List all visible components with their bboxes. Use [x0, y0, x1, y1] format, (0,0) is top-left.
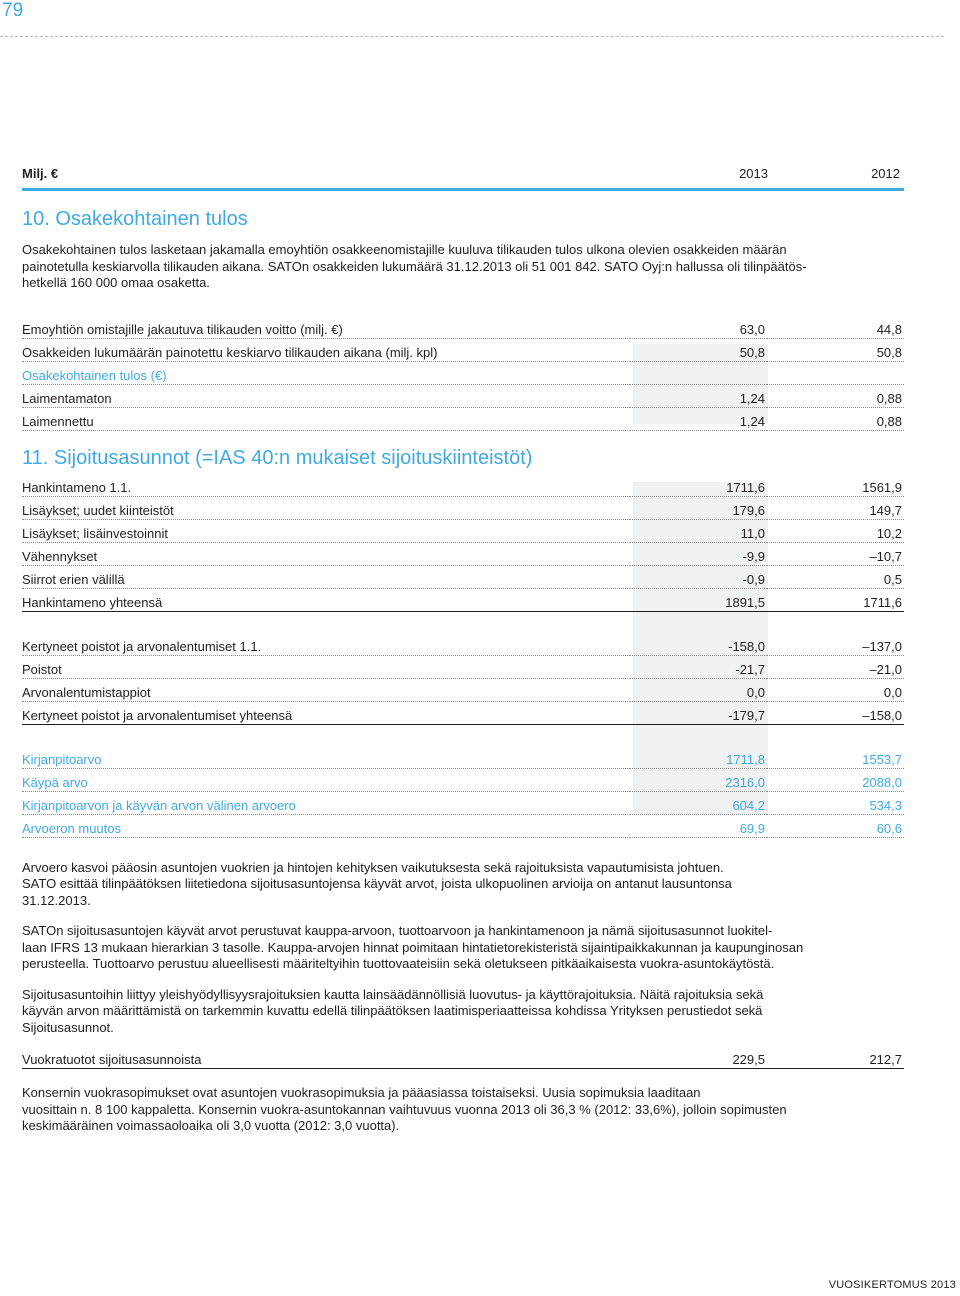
table-row: Arvoeron muutos 69,9 60,6 [22, 814, 904, 837]
table-row: Lisäykset; uudet kiinteistöt 179,6 149,7 [22, 496, 904, 519]
table-row: Laimennettu 1,24 0,88 [22, 407, 904, 430]
paragraph-valuation-method: SATOn sijoitusasuntojen käyvät arvot perustuvat kauppa-arvoon, tuottoarvoon ja hankintamenoon ja nämä sijoitusasunnot luokitel- laan IFRS 13 mukaan hierarkian 3 tasolle. Kauppa-arvojen hinnat poimitaan hintatietorekisteristä sijaintipaikkakunnan ja kaupunginosan perusteella. Tuottoarvo perustuu alueellisesti määriteltyihin tuottovaateisiin sekä oletukseen pitkäaikaisesta vuokra-asuntokäytöstä. [22, 923, 804, 971]
year-2013-label: 2013 [739, 166, 768, 181]
paragraph-fair-value-change: Arvoero kasvoi pääosin asuntojen vuokrien ja hintojen kehityksen vaikutuksesta sekä rajoituksista vapautumisista johtuen. SATO esittää tilinpäätöksen liitetiedona sijoitusasuntojensa käyvät arvot, joista ulkopuolinen arvioija on antanut lausuntonsa 31.12.2013. [22, 859, 732, 908]
table-spacer [22, 724, 904, 746]
paragraph-lease-agreements: Konsernin vuokrasopimukset ovat asuntojen vuokrasopimuksia ja pääasiassa toistaiseksi. Uusia sopimuksia laaditaan vuosittain n. 8 100 kappaletta. Konsernin vuokra-asuntokannan vaihtuvuus vuonna 2013 oli 36,3 % (2012: 33,6%), jolloin sopimusten keskimääräinen voimassaoloaika oli 3,0 vuotta (2012: 3,0 vuotta). [22, 1085, 787, 1133]
investment-properties-table [22, 474, 904, 838]
section-10-title: 10. Osakekohtainen tulos [22, 208, 248, 230]
unit-label: Milj. € [22, 166, 59, 181]
year-2012-label: 2012 [871, 166, 900, 181]
rental-income-table [22, 1046, 904, 1069]
table-row: Lisäykset; lisäinvestoinnit 11,0 10,2 [22, 519, 904, 542]
table-row-total: Kertyneet poistot ja arvonalentumiset yhteensä -179,7 –158,0 [22, 701, 904, 724]
table-row: Käypä arvo 2316,0 2088,0 [22, 768, 904, 791]
eps-table [22, 316, 904, 431]
table-row: Siirrot erien välillä -0,9 0,5 [22, 565, 904, 588]
page-content [22, 160, 904, 1135]
page-number: 79 [2, 0, 24, 21]
table-row: Kertyneet poistot ja arvonalentumiset 1.1. -158,0 –137,0 [22, 633, 904, 656]
table-row: Osakkeiden lukumäärän painotettu keskiarvo tilikauden aikana (milj. kpl) 50,8 50,8 [22, 338, 904, 361]
footer-publication-name: VUOSIKERTOMUS 2013 [828, 1279, 956, 1291]
table-row: Poistot -21,7 –21,0 [22, 655, 904, 678]
table-row: Hankintameno 1.1. 1711,6 1561,9 [22, 474, 904, 497]
table-row: Emoyhtiön omistajille jakautuva tilikauden voitto (milj. €) 63,0 44,8 [22, 316, 904, 339]
table-row-total: Hankintameno yhteensä 1891,5 1711,6 [22, 588, 904, 611]
section-10-intro: Osakekohtainen tulos lasketaan jakamalla emoyhtiön osakkeenomistajille kuuluva tilikauden tulos ulkona olevien osakkeiden määrän painotetulla keskiarvolla tilikauden aikana. SATOn osakkeiden lukumäärä 31.12.2013 oli 51 001 842. SATO Oyj:n hallussa oli tilinpäätös- hetkellä 160 000 omaa osaketta. [22, 242, 807, 290]
table-row: Osakekohtainen tulos (€) [22, 361, 904, 384]
table-row: Vuokratuotot sijoitusasunnoista 229,5 212,7 [22, 1046, 904, 1069]
paragraph-restrictions: Sijoitusasuntoihin liittyy yleishyödyllisyysrajoituksien kautta lainsäädännöllisiä luovutus- ja käyttörajoituksia. Näitä rajoituksia sekä käyvän arvon määrittämistä on tarkemmin kuvattu edellä tilinpäätöksen laatimisperiaatteissa kohdissa Yrityksen perustiedot sekä Sijoitusasunnot. [22, 986, 764, 1035]
table-row: Arvonalentumistappiot 0,0 0,0 [22, 678, 904, 701]
top-divider [0, 36, 944, 37]
table-row: Kirjanpitoarvo 1711,8 1553,7 [22, 746, 904, 769]
table-row: Laimentamaton 1,24 0,88 [22, 384, 904, 407]
section-11-title: 11. Sijoitusasunnot (=IAS 40:n mukaiset sijoituskiinteistöt) [22, 446, 533, 469]
table-row: Vähennykset -9,9 –10,7 [22, 542, 904, 565]
table-row: Kirjanpitoarvon ja käyvän arvon välinen arvoero 604,2 534,3 [22, 791, 904, 814]
table-header [22, 160, 904, 191]
table-spacer [22, 611, 904, 633]
